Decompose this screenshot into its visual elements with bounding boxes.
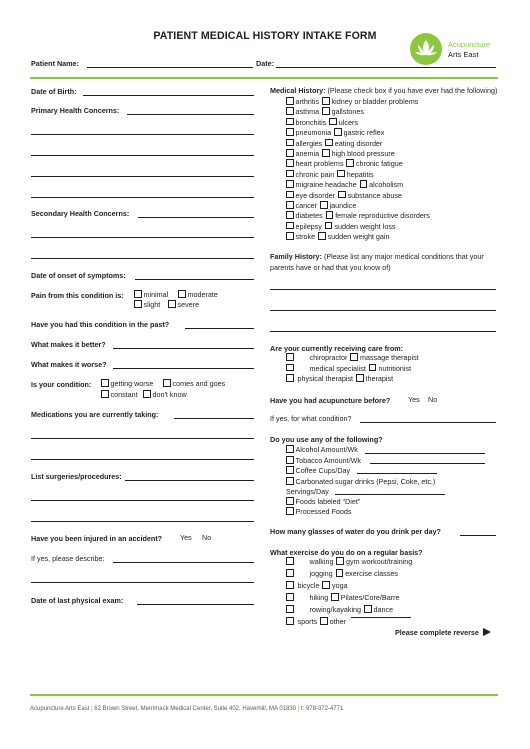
primary-concerns-line[interactable] (31, 176, 254, 177)
family-history-note-2: parents have or had that you know of) (270, 263, 391, 272)
checkbox-label: migraine headache (295, 180, 357, 190)
last-exam-field[interactable] (137, 604, 254, 605)
exercise-row (286, 569, 398, 578)
medical-history-row-item[interactable] (338, 191, 402, 200)
checkbox[interactable] (286, 477, 294, 485)
checkbox[interactable] (338, 191, 346, 199)
checkbox[interactable] (364, 605, 372, 613)
pain-option-minimal[interactable] (134, 290, 168, 299)
medical-history-row (286, 191, 402, 200)
checkbox-label: chronic fatigue (355, 159, 403, 169)
footer-separator: | (91, 706, 93, 712)
servings-field[interactable] (335, 494, 445, 495)
option-label: moderate (187, 290, 218, 299)
care-row (286, 353, 419, 362)
medical-history-row-item[interactable] (286, 139, 322, 148)
exercise-label: What exercise do you do on a regular basis? (270, 548, 423, 557)
patient-name-label: Patient Name: (31, 59, 79, 68)
checkbox-label: rowing/kayaking (309, 605, 362, 614)
checkbox[interactable] (326, 211, 334, 219)
medical-history-row (286, 222, 396, 231)
medical-history-row-item[interactable] (286, 180, 357, 189)
checkbox[interactable] (360, 180, 368, 188)
exercise-row (286, 617, 346, 626)
checkbox[interactable] (286, 605, 294, 613)
secondary-concerns-line[interactable] (31, 237, 254, 238)
patient-name-field[interactable] (87, 67, 253, 68)
checkbox-label: bicycle (297, 581, 320, 590)
checkbox-label: heart problems (295, 159, 344, 169)
medical-history-row (286, 107, 364, 116)
checkbox-label: Pilates/Core/Barre (340, 593, 400, 602)
exercise-item[interactable] (286, 605, 361, 614)
checkbox[interactable] (286, 364, 294, 372)
medical-history-row-item[interactable] (286, 159, 343, 168)
complete-reverse-text: Please complete reverse (395, 628, 479, 637)
condition-status-label: Is your condition: (31, 380, 92, 389)
checkbox[interactable] (325, 139, 333, 147)
surgeries-field[interactable] (125, 480, 254, 481)
checkbox[interactable] (325, 222, 333, 230)
checkbox[interactable] (134, 290, 142, 298)
medical-history-row (286, 159, 403, 168)
checkbox-label: ulcers (338, 117, 358, 127)
checkbox[interactable] (286, 466, 294, 474)
medical-history-title: Medical History: (270, 86, 326, 95)
secondary-concerns-line[interactable] (31, 258, 254, 259)
medications-line[interactable] (31, 438, 254, 439)
medical-history-row-item[interactable] (286, 211, 323, 220)
medical-history-row (286, 201, 356, 210)
checkbox-label: kidney or bladder problems (331, 97, 419, 106)
checkbox-label: Tobacco Amount/Wk (295, 456, 362, 465)
medical-history-row-item[interactable] (325, 139, 382, 148)
checkbox[interactable] (286, 617, 294, 625)
checkbox-label: gallstones (331, 107, 364, 117)
complete-reverse (395, 628, 491, 637)
onset-label: Date of onset of symptoms: (31, 271, 126, 280)
checkbox-label: Carbonated sugar drinks (Pepsi, Coke, etc.) (295, 477, 436, 486)
option-label: comes and goes (172, 379, 226, 388)
checkbox[interactable] (331, 593, 339, 601)
checkbox-label: massage therapist (359, 353, 419, 362)
primary-concerns-line[interactable] (31, 134, 254, 135)
checkbox-label: jaundice (329, 201, 357, 210)
family-history-line[interactable] (270, 331, 496, 332)
acupuncture-condition-field[interactable] (360, 422, 496, 423)
checkbox[interactable] (346, 159, 354, 167)
family-history-line[interactable] (270, 310, 496, 311)
checkbox[interactable] (286, 180, 294, 188)
medical-history-row-item[interactable] (286, 170, 334, 179)
logo-line-2: Arts East (448, 50, 479, 59)
medical-history-row-item[interactable] (286, 128, 331, 137)
checkbox[interactable] (369, 364, 377, 372)
acupuncture-condition-label: If yes, for what condition? (270, 414, 352, 423)
checkbox[interactable] (286, 97, 294, 105)
water-field[interactable] (460, 535, 496, 536)
checkbox[interactable] (322, 107, 330, 115)
coffee-field[interactable] (357, 473, 437, 474)
medical-history-row-item[interactable] (286, 191, 335, 200)
exercise-item[interactable] (286, 557, 333, 566)
footer-separator: | (297, 706, 300, 712)
medications-line[interactable] (31, 459, 254, 460)
injury-describe-line[interactable] (31, 582, 254, 583)
acupuncture-before-label: Have you had acupuncture before? (270, 396, 391, 405)
checkbox-label: arthritis (295, 97, 320, 106)
primary-concerns-field[interactable] (127, 114, 254, 115)
dob-label: Date of Birth: (31, 87, 77, 96)
secondary-concerns-field[interactable] (138, 217, 254, 218)
exercise-item[interactable] (364, 605, 393, 614)
medical-history-row-item[interactable] (334, 128, 384, 137)
medical-history-row (286, 170, 374, 179)
checkbox[interactable] (286, 569, 294, 577)
checkbox-label: medical specialist (309, 363, 366, 373)
lotus-logo-icon (410, 33, 442, 65)
medical-history-row-item[interactable] (286, 97, 319, 106)
use-item[interactable] (286, 507, 351, 516)
medical-history-row-item[interactable] (322, 107, 364, 116)
medical-history-row (286, 128, 384, 137)
checkbox-label: chronic pain (295, 169, 335, 179)
care-row-item[interactable] (286, 353, 347, 362)
footer-address: 62 Brown Street, Merrimack Medical Center, Suite 402, Haverhill, MA 01830 (94, 706, 297, 712)
medical-history-row-item[interactable] (286, 222, 322, 231)
injury-yes[interactable]: Yes (180, 533, 192, 542)
exercise-item[interactable] (331, 593, 399, 602)
care-row-item[interactable] (350, 353, 418, 362)
pain-option-slight[interactable] (134, 300, 160, 309)
care-row-item[interactable] (286, 364, 366, 373)
surgeries-label: List surgeries/procedures: (31, 472, 122, 481)
medical-history-row-item[interactable] (360, 180, 403, 189)
checkbox[interactable] (286, 497, 294, 505)
checkbox[interactable] (322, 97, 330, 105)
exercise-item[interactable] (286, 581, 319, 590)
medical-history-row-item[interactable] (320, 201, 356, 210)
checkbox[interactable] (286, 159, 294, 167)
exercise-item[interactable] (286, 569, 333, 578)
checkbox[interactable] (329, 118, 337, 126)
checkbox-label: Alcohol Amount/Wk (295, 445, 358, 454)
checkbox[interactable] (143, 390, 151, 398)
medical-history-note: (Please check box if you have ever had the following) (327, 86, 498, 95)
exercise-item[interactable] (336, 557, 412, 566)
checkbox[interactable] (286, 353, 294, 361)
use-item[interactable] (286, 445, 358, 454)
checkbox[interactable] (286, 507, 294, 515)
option-label: don't know (152, 390, 187, 399)
pain-option-severe[interactable] (168, 300, 199, 309)
care-row (286, 364, 411, 373)
exercise-item[interactable] (336, 569, 398, 578)
date-field[interactable] (276, 67, 496, 68)
exercise-item[interactable] (322, 581, 347, 590)
checkbox[interactable] (286, 191, 294, 199)
checkbox-label: bronchitis (295, 117, 327, 127)
checkbox[interactable] (178, 290, 186, 298)
primary-concerns-label: Primary Health Concerns: (31, 106, 120, 115)
checkbox-label: stroke (295, 232, 316, 242)
care-row (286, 374, 393, 383)
medications-field[interactable] (174, 418, 254, 419)
exercise-item[interactable] (286, 593, 328, 602)
medical-history-row-item[interactable] (329, 118, 358, 127)
checkbox[interactable] (286, 211, 294, 219)
checkbox-label: hepatitis (346, 169, 374, 179)
care-row-item[interactable] (369, 364, 411, 373)
medical-history-row-item[interactable] (322, 149, 395, 158)
condition-option-comes-goes[interactable] (163, 379, 225, 388)
checkbox[interactable] (318, 232, 326, 240)
checkbox[interactable] (286, 445, 294, 453)
checkbox-label: physical therapist (297, 374, 354, 383)
arrow-right-icon (483, 628, 491, 636)
checkbox[interactable] (336, 569, 344, 577)
water-label: How many glasses of water do you drink per day? (270, 527, 441, 536)
alcohol-field[interactable] (365, 453, 485, 454)
condition-option-dont-know[interactable] (143, 390, 187, 399)
checkbox[interactable] (286, 149, 294, 157)
use-item[interactable] (286, 497, 360, 506)
checkbox[interactable] (286, 557, 294, 565)
medical-history-row-item[interactable] (286, 149, 319, 158)
checkbox-label: Processed Foods (295, 507, 352, 516)
checkbox[interactable] (286, 201, 294, 209)
medications-label: Medications you are currently taking: (31, 410, 159, 419)
pain-label: Pain from this condition is: (31, 291, 124, 300)
family-history-title: Family History: (270, 252, 322, 261)
checkbox-label: substance abuse (347, 190, 402, 200)
form-title: PATIENT MEDICAL HISTORY INTAKE FORM (153, 30, 377, 42)
checkbox[interactable] (286, 107, 294, 115)
checkbox-label: gastric reflex (343, 128, 385, 138)
medical-history-row-item[interactable] (286, 107, 319, 116)
care-row-item[interactable] (286, 374, 353, 383)
checkbox-label: cancer (295, 201, 318, 210)
checkbox-label: dance (373, 605, 394, 614)
acupuncture-yes[interactable]: Yes (408, 395, 420, 404)
checkbox-label: exercise classes (345, 569, 398, 578)
option-label: severe (177, 300, 200, 309)
medical-history-row-item[interactable] (325, 222, 396, 231)
checkbox-label: anemia (295, 149, 320, 158)
checkbox-label: eye disorder (295, 190, 336, 200)
exercise-row (286, 605, 393, 614)
acupuncture-no[interactable]: No (428, 395, 438, 404)
family-history-note: (Please list any major medical conditions that your (323, 252, 484, 261)
medical-history-row-item[interactable] (318, 232, 389, 241)
footer-divider (30, 694, 498, 696)
dob-field[interactable] (83, 95, 254, 96)
surgeries-line[interactable] (31, 521, 254, 522)
checkbox-label: pneumonia (295, 128, 332, 138)
medical-history-row-item[interactable] (322, 97, 418, 106)
checkbox-label: eating disorder (334, 138, 383, 148)
medical-history-row-item[interactable] (286, 201, 317, 210)
checkbox-label: walking (309, 557, 334, 566)
primary-concerns-line[interactable] (31, 155, 254, 156)
past-condition-field[interactable] (185, 328, 254, 329)
checkbox[interactable] (163, 379, 171, 387)
checkbox[interactable] (322, 149, 330, 157)
medical-history-row (286, 180, 403, 189)
checkbox-label: alcoholism (369, 180, 404, 190)
use-item[interactable] (286, 456, 361, 465)
option-label: getting worse (110, 379, 154, 388)
other-exercise-field[interactable] (351, 617, 411, 618)
checkbox[interactable] (286, 128, 294, 136)
exercise-row (286, 581, 348, 590)
checkbox[interactable] (320, 617, 328, 625)
checkbox[interactable] (101, 390, 109, 398)
logo-line-1: Acupuncture (448, 40, 491, 49)
checkbox[interactable] (286, 118, 294, 126)
last-exam-label: Date of last physical exam: (31, 596, 124, 605)
checkbox-label: sports (297, 617, 318, 626)
checkbox[interactable] (336, 557, 344, 565)
medical-history-row-item[interactable] (286, 118, 326, 127)
medical-history-row (286, 139, 382, 148)
medical-history-label (270, 86, 497, 95)
exercise-row (286, 557, 412, 566)
checkbox[interactable] (334, 128, 342, 136)
checkbox[interactable] (286, 581, 294, 589)
medical-history-row (286, 211, 430, 220)
checkbox-label: hiking (309, 593, 329, 602)
checkbox[interactable] (322, 581, 330, 589)
family-history-line[interactable] (270, 289, 496, 290)
date-label: Date: (256, 59, 274, 68)
checkbox[interactable] (134, 300, 142, 308)
checkbox[interactable] (286, 374, 294, 382)
medical-history-row (286, 97, 418, 106)
checkbox[interactable] (337, 170, 345, 178)
checkbox-label: epilepsy (295, 221, 322, 231)
header-divider (30, 77, 498, 79)
checkbox-label: therapist (365, 374, 394, 383)
onset-field[interactable] (135, 279, 254, 280)
past-condition-label: Have you had this condition in the past? (31, 320, 170, 329)
medical-history-row-item[interactable] (326, 211, 430, 220)
checkbox-label: diabetes (295, 211, 323, 221)
checkbox[interactable] (168, 300, 176, 308)
exercise-item[interactable] (286, 617, 317, 626)
checkbox[interactable] (320, 201, 328, 209)
option-label: minimal (143, 290, 169, 299)
checkbox-label: sudden weight loss (334, 221, 396, 231)
checkbox-label: gym workout/training (345, 557, 413, 566)
checkbox[interactable] (356, 374, 364, 382)
option-label: slight (143, 300, 161, 309)
condition-option-constant[interactable] (101, 390, 138, 399)
checkbox[interactable] (286, 593, 294, 601)
checkbox[interactable] (286, 232, 294, 240)
better-field[interactable] (113, 348, 254, 349)
exercise-row (286, 593, 400, 602)
medical-history-row (286, 149, 395, 158)
checkbox[interactable] (350, 353, 358, 361)
checkbox-label: allergies (295, 138, 323, 148)
care-label: Are your currently receiving care from: (270, 344, 404, 353)
medical-history-row-item[interactable] (346, 159, 402, 168)
exercise-item[interactable] (320, 617, 346, 626)
checkbox[interactable] (286, 170, 294, 178)
secondary-concerns-label: Secondary Health Concerns: (31, 209, 130, 218)
worse-label: What makes it worse? (31, 360, 107, 369)
checkbox-label: jogging (309, 569, 333, 578)
use-item[interactable] (286, 466, 350, 475)
checkbox[interactable] (286, 139, 294, 147)
injury-no[interactable]: No (202, 533, 212, 542)
footer-org: Acupuncture Arts East (30, 706, 90, 712)
checkbox-label: yoga (331, 581, 348, 590)
injury-describe-field[interactable] (113, 562, 254, 563)
family-history-label (270, 252, 484, 261)
condition-option-worse[interactable] (101, 379, 153, 388)
checkbox-label: sudden weight gain (327, 232, 390, 242)
medical-history-row-item[interactable] (337, 170, 373, 179)
injury-label: Have you been injured in an accident? (31, 534, 163, 543)
medical-history-row-item[interactable] (286, 232, 315, 241)
checkbox-label: Foods labeled “Diet” (295, 497, 361, 506)
footer-phone: t: 978-372-4771 (300, 706, 344, 712)
checkbox-label: other (329, 617, 346, 626)
surgeries-line[interactable] (31, 500, 254, 501)
footer (30, 706, 343, 712)
primary-concerns-line[interactable] (31, 197, 254, 198)
medical-history-row (286, 118, 358, 127)
checkbox-label: high blood pressure (331, 149, 395, 158)
tobacco-field[interactable] (370, 463, 485, 464)
worse-field[interactable] (113, 368, 254, 369)
use-item[interactable] (286, 477, 435, 486)
checkbox[interactable] (286, 222, 294, 230)
checkbox-label: chiropractor (309, 353, 348, 362)
checkbox-label: Coffee Cups/Day (295, 466, 351, 475)
better-label: What makes it better? (31, 340, 106, 349)
servings-label: Servings/Day (286, 487, 329, 496)
injury-describe-label: If yes, please describe: (31, 554, 105, 563)
checkbox[interactable] (101, 379, 109, 387)
checkbox-label: nutritionist (378, 363, 412, 373)
checkbox[interactable] (286, 456, 294, 464)
medical-history-row (286, 232, 390, 241)
option-label: constant (110, 390, 138, 399)
checkbox-label: asthma (295, 107, 320, 117)
use-label: Do you use any of the following? (270, 435, 383, 444)
checkbox-label: female reproductive disorders (335, 211, 430, 221)
pain-option-moderate[interactable] (178, 290, 218, 299)
care-row-item[interactable] (356, 374, 393, 383)
